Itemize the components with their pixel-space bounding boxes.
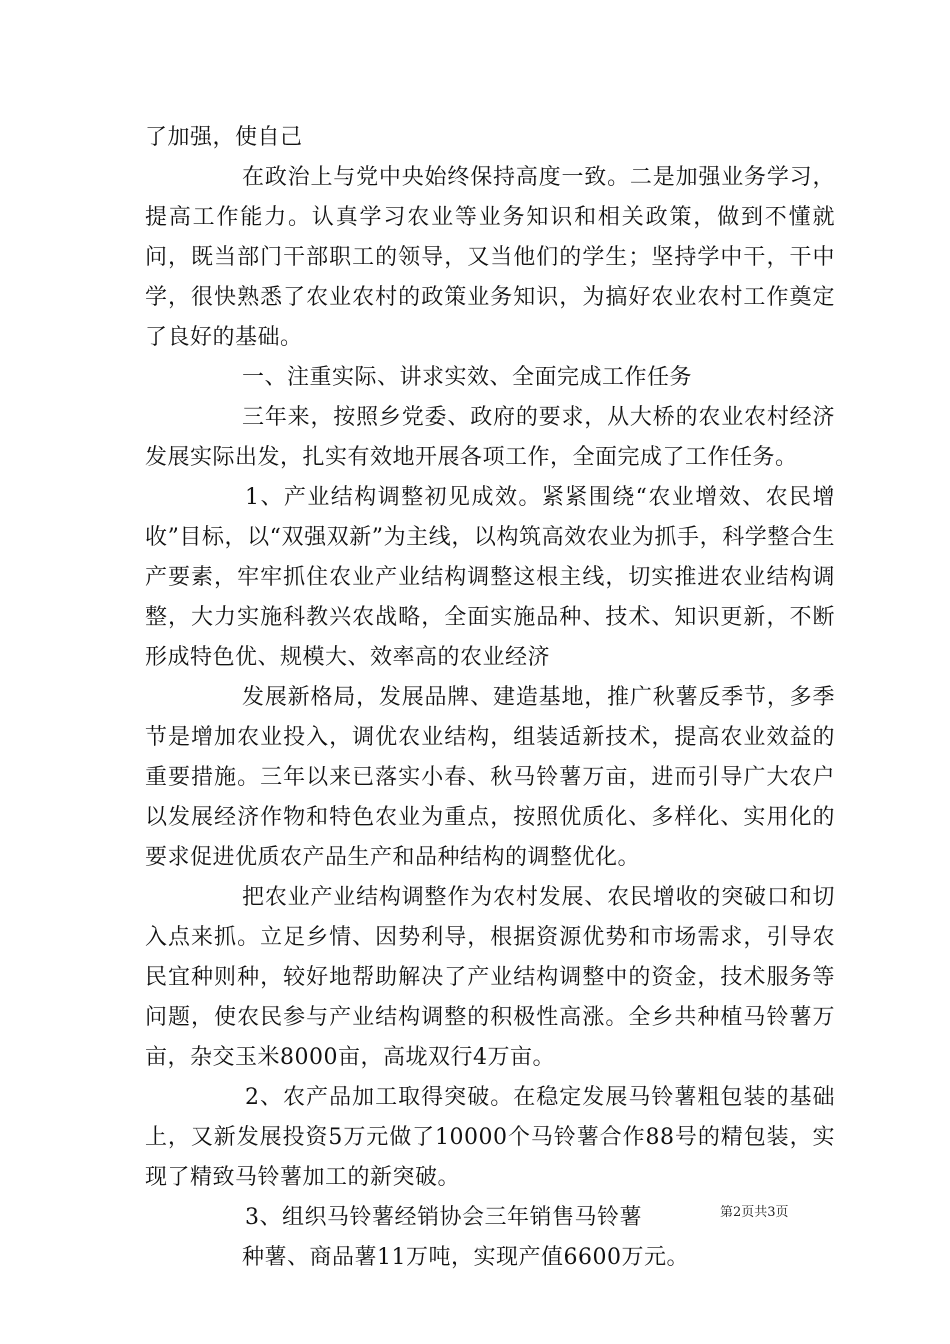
paragraph: 发展新格局，发展品牌、建造基地，推广秋薯反季节，多季节是增加农业投入，调优农业结构，组装适新技术，提高农业效益的重要措施。三年以来已落实小春、秋马铃薯万亩，进而引导广大农户以发展经济作物和特色农业为重点，按照优质化、多样化、实用化的要求促进优质农产品生产和品种结构的调整优化。 <box>145 685 835 870</box>
document-body <box>145 118 835 1278</box>
paragraph: 把农业产业结构调整作为农村发展、农民增收的突破口和切入点来抓。立足乡情、因势利导，根据资源优势和市场需求，引导农民宜种则种，较好地帮助解决了产业结构调整中的资金，技术服务等问题，使农民参与产业结构调整的积极性高涨。全乡共种植马铃薯万亩，杂交玉米8000亩，高垅双行4万亩。 <box>145 885 835 1070</box>
paragraph: 三年来，按照乡党委、政府的要求，从大桥的农业农村经济发展实际出发，扎实有效地开展各项工作，全面完成了工作任务。 <box>145 405 835 470</box>
paragraph: 3、组织马铃薯经销协会三年销售马铃薯 <box>245 1205 642 1230</box>
section-heading: 一、注重实际、讲求实效、全面完成工作任务 <box>242 365 693 390</box>
paragraph: 种薯、商品薯11万吨，实现产值6600万元。 <box>242 1245 689 1270</box>
paragraph: 在政治上与党中央始终保持高度一致。二是加强业务学习，提高工作能力。认真学习农业等业务知识和相关政策，做到不懂就问，既当部门干部职工的领导，又当他们的学生；坚持学中干，干中学，很快熟悉了农业农村的政策业务知识，为搞好农业农村工作奠定了良好的基础。 <box>145 165 835 350</box>
paragraph: 了加强，使自己 <box>145 125 303 150</box>
page-number: 第2页共3页 <box>720 1205 789 1220</box>
paragraph: 1、产业结构调整初见成效。紧紧围绕“农业增效、农民增收”目标，以“双强双新”为主线，以构筑高效农业为抓手，科学整合生产要素，牢牢抓住农业产业结构调整这根主线，切实推进农业结构调整，大力实施科教兴农战略，全面实施品种、技术、知识更新，不断形成特色优、规模大、效率高的农业经济 <box>145 485 835 670</box>
paragraph: 2、农产品加工取得突破。在稳定发展马铃薯粗包装的基础上，又新发展投资5万元做了10000个马铃薯合作88号的精包装，实现了精致马铃薯加工的新突破。 <box>145 1085 835 1190</box>
